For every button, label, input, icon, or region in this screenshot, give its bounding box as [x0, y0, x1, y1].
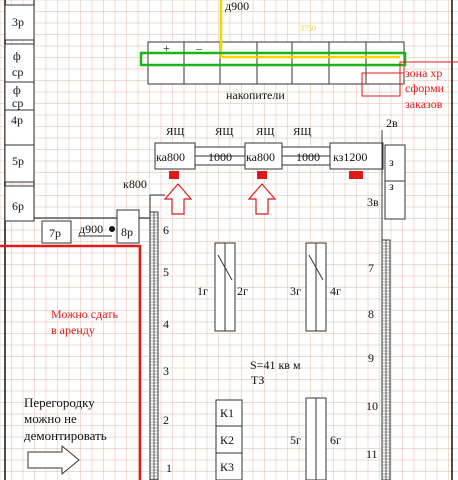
rent-label-line1: Можно сдать	[51, 307, 118, 321]
label-5r: 5р	[12, 154, 24, 168]
left-long-rack	[150, 212, 158, 480]
tz-label: ТЗ	[251, 373, 265, 387]
rack-num-10: 10	[366, 399, 378, 413]
door-hinge-dot	[109, 226, 115, 232]
label-2g: 2г	[237, 284, 248, 298]
label-f2: ф	[13, 83, 21, 97]
storage-racks	[148, 42, 404, 84]
label-sr2: ср	[12, 96, 24, 110]
label-6g: 6г	[330, 433, 341, 447]
storage-label: накопители	[226, 88, 285, 102]
label-f1: ф	[13, 49, 21, 63]
box-label-1: ЯЩ	[166, 126, 185, 138]
plus-sign: +	[163, 41, 170, 55]
gondola-5-6	[306, 398, 326, 480]
label-3a: з	[389, 155, 394, 169]
gondola-3-4	[306, 243, 326, 331]
zone-label-line1: зона хр	[405, 66, 443, 80]
counter-1000-1: 1000	[208, 150, 232, 164]
label-1g: 1г	[197, 284, 208, 298]
dimension-3750: 3750	[300, 24, 316, 33]
rack-num-7: 7	[368, 261, 374, 275]
box-label-3: ЯЩ	[256, 126, 275, 138]
label-7r: 7р	[49, 226, 61, 240]
rack-num-1: 1	[166, 461, 172, 475]
gondola-1-2	[215, 243, 235, 331]
partition-note-line3: демонтировать	[24, 428, 107, 443]
door-d900-top: д900	[225, 0, 250, 13]
label-3b: з	[389, 179, 394, 193]
label-2v: 2в	[386, 116, 398, 130]
label-k800: к800	[123, 177, 147, 191]
label-4g: 4г	[330, 284, 341, 298]
minus-sign: –	[196, 41, 202, 55]
door-d900-mid: д900	[79, 222, 104, 236]
counter-1000-2: 1000	[296, 150, 320, 164]
zone-label-line2: сформи	[405, 81, 445, 95]
label-sr1: ср	[12, 65, 24, 79]
area-label: S=41 кв м	[250, 358, 301, 372]
rack-num-4: 4	[163, 317, 169, 331]
rack-num-11: 11	[366, 447, 378, 461]
right-long-rack	[382, 240, 390, 480]
counter-kz1200: кз1200	[333, 150, 368, 164]
partition-note-line2: можно не	[24, 411, 77, 426]
rack-num-6: 6	[163, 223, 169, 237]
label-3v: 3в	[367, 195, 379, 209]
label-4r: 4р	[11, 113, 23, 127]
label-6r: 6р	[12, 199, 24, 213]
counter-ka800-2: ка800	[246, 150, 275, 164]
rentable-zone-outline	[0, 246, 140, 480]
box-label-4: ЯЩ	[293, 126, 312, 138]
label-3g: 3г	[290, 284, 301, 298]
rack-num-3: 3	[163, 364, 169, 378]
box-label-2: ЯЩ	[215, 126, 234, 138]
label-k3: К3	[220, 460, 235, 474]
zone-label-line3: заказов	[405, 97, 443, 111]
label-3r: 3р	[12, 15, 24, 29]
counter-ka800-1: ка800	[156, 150, 185, 164]
label-8r: 8р	[121, 225, 133, 239]
rack-num-9: 9	[368, 351, 374, 365]
label-5g: 5г	[290, 433, 301, 447]
rack-num-2: 2	[163, 413, 169, 427]
label-k1: К1	[220, 406, 235, 420]
partition-note-line1: Перегородку	[24, 395, 95, 410]
label-k2: К2	[220, 433, 235, 447]
arrow-up-red	[165, 184, 275, 214]
rack-num-8: 8	[368, 307, 374, 321]
rack-num-5: 5	[163, 265, 169, 279]
rent-label-line2: в аренду	[51, 323, 95, 337]
arrow-right-outline	[28, 446, 79, 474]
